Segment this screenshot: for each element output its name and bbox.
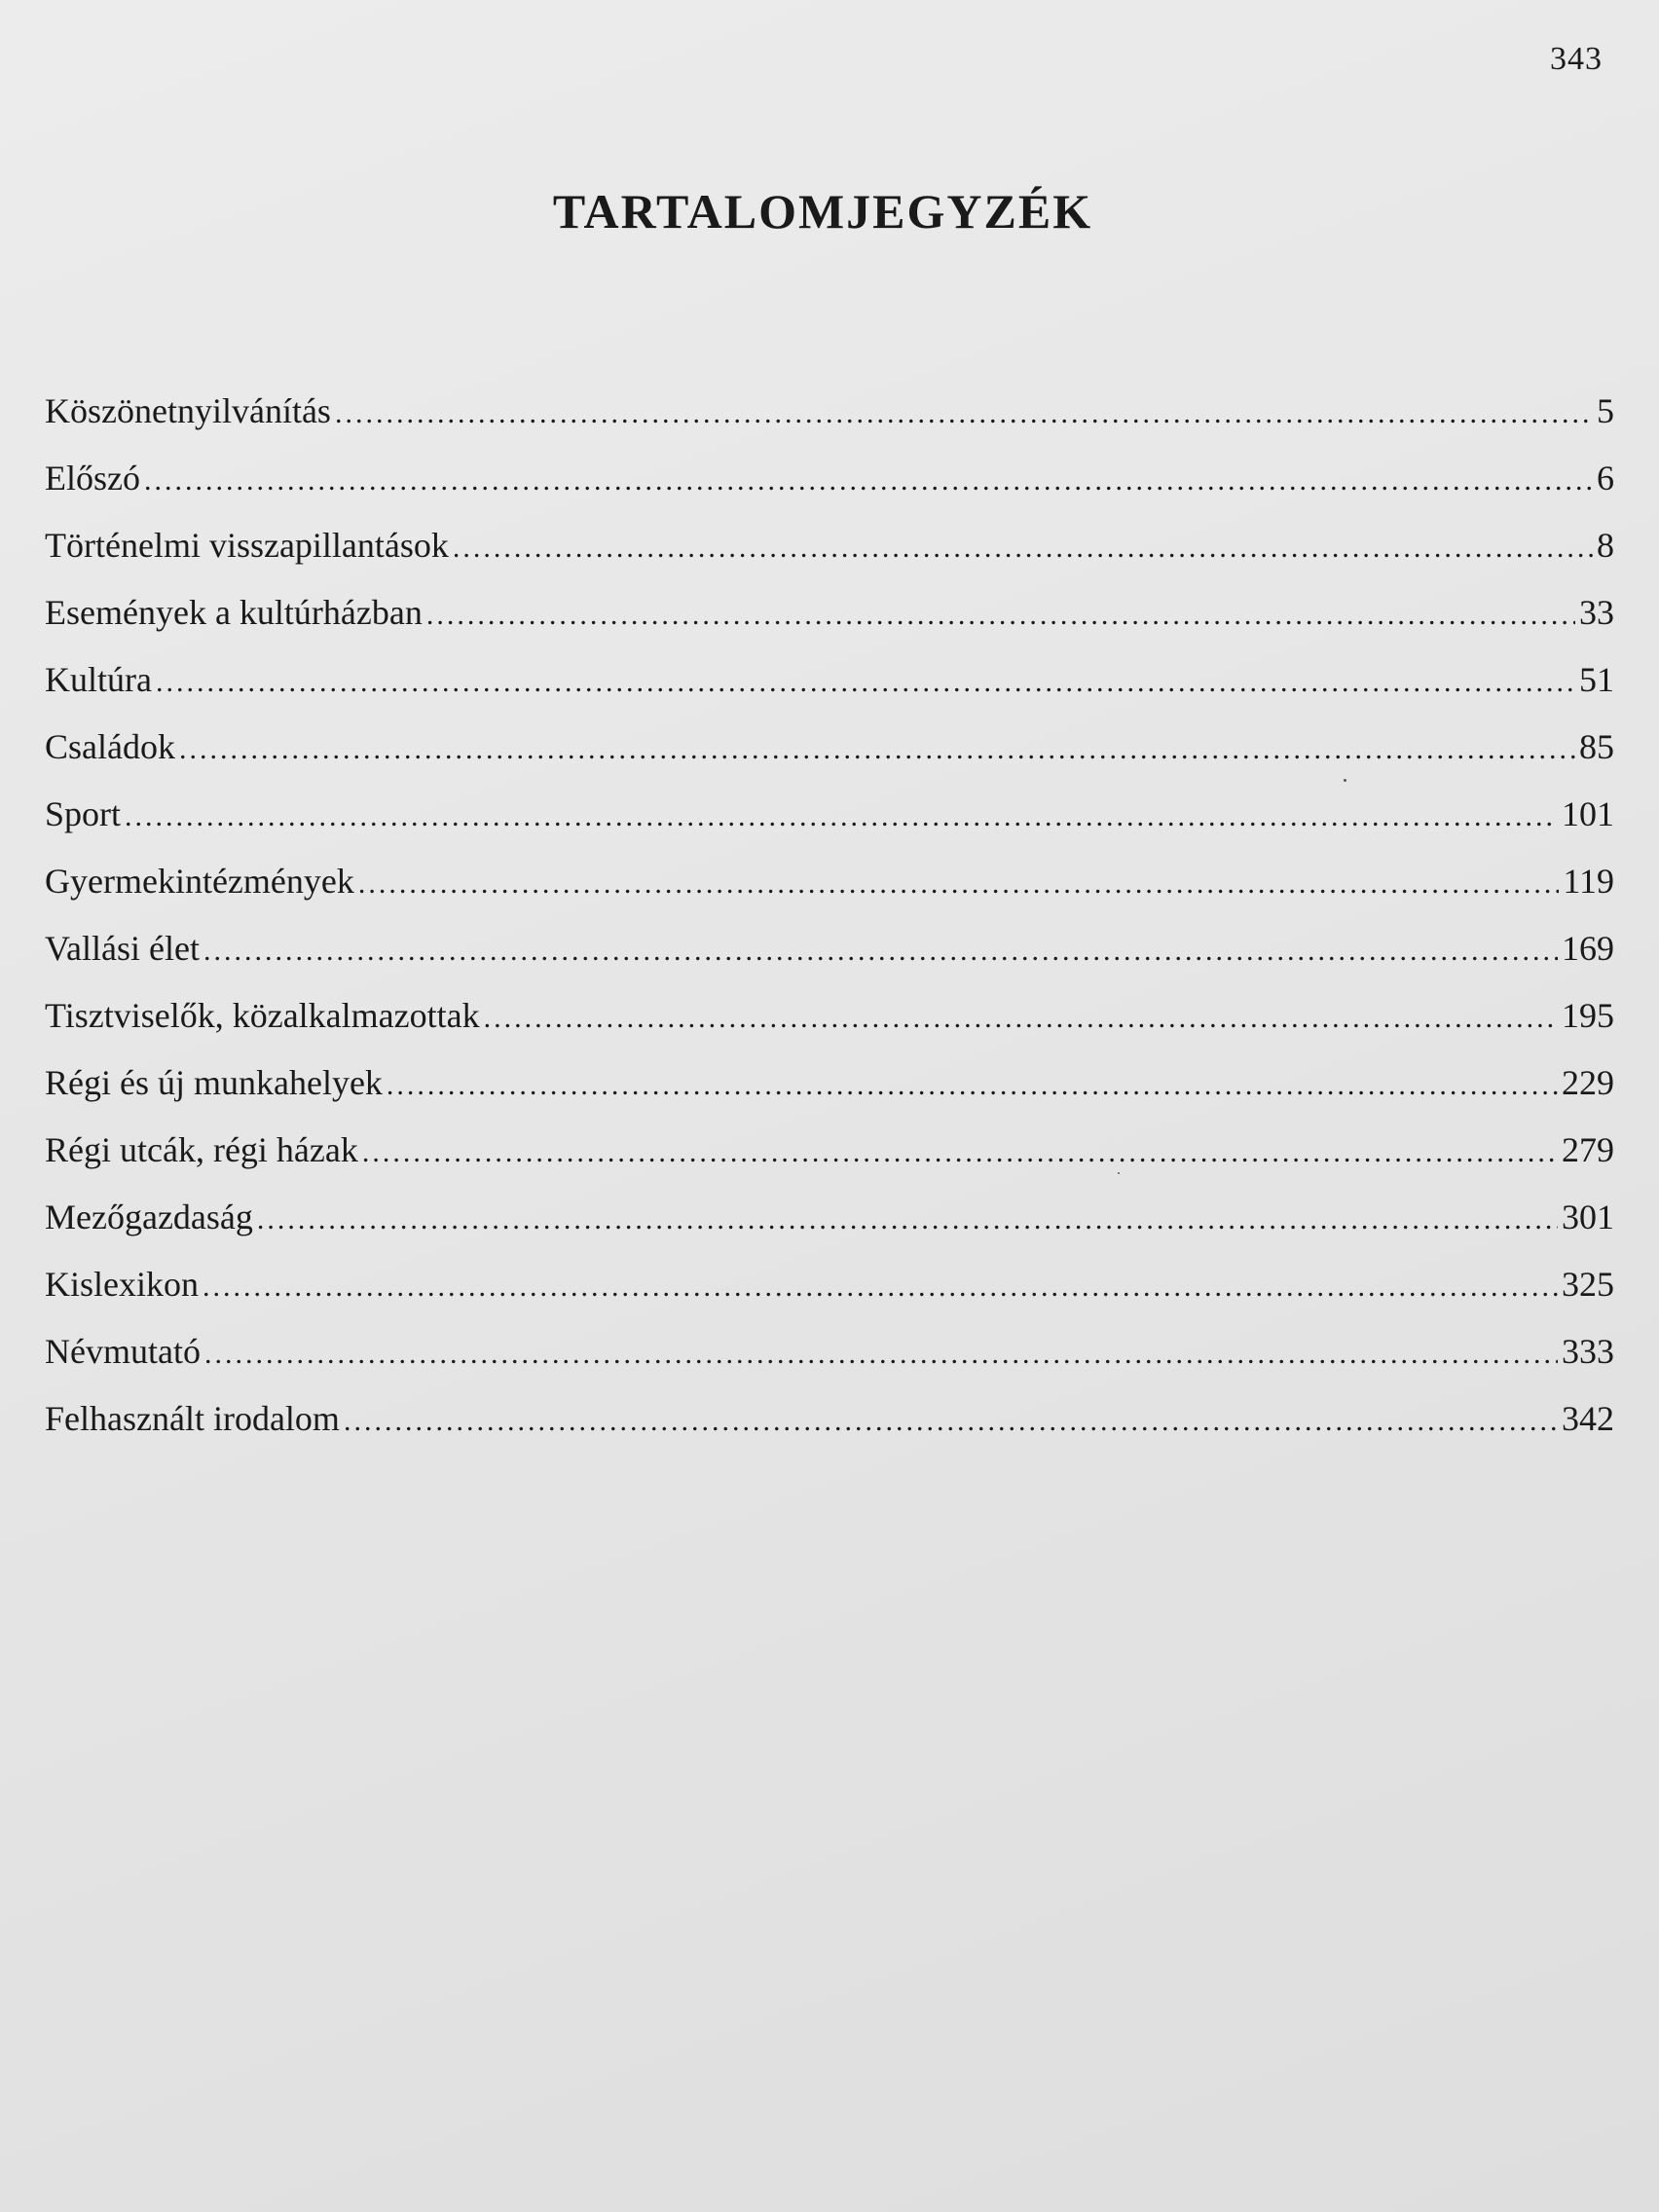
toc-entry: [45, 512, 1614, 579]
dot-leader: [484, 984, 1558, 1051]
dot-leader: [426, 581, 1575, 648]
toc-entry-label: Régi utcák, régi házak: [45, 1130, 358, 1169]
toc-entry-label: Névmutató: [45, 1332, 201, 1371]
toc-entry-page: 85: [1579, 727, 1614, 766]
toc-entry: [45, 1050, 1614, 1117]
toc-entry: [45, 1251, 1614, 1318]
dot-leader: [453, 514, 1593, 581]
toc-entry-page: 5: [1597, 391, 1614, 430]
toc-entry-label: Események a kultúrházban: [45, 593, 423, 632]
toc-entry-page: 33: [1579, 593, 1614, 632]
dot-leader: [179, 716, 1575, 783]
toc-entry: [45, 1385, 1614, 1453]
toc-entry: [45, 378, 1614, 445]
toc-entry-page: 51: [1579, 660, 1614, 699]
page-title: TARTALOMJEGYZÉK: [552, 184, 1093, 239]
toc-entry-page: 342: [1562, 1399, 1614, 1438]
toc-entry-page: 279: [1562, 1130, 1614, 1169]
toc-entry-label: Előszó: [45, 459, 140, 498]
toc-entry: [45, 445, 1614, 512]
toc-entry-page: 101: [1562, 794, 1614, 833]
dot-leader: [204, 1320, 1558, 1387]
toc-entry-label: Felhasznált irodalom: [45, 1399, 340, 1438]
toc-entry-label: Történelmi visszapillantások: [45, 526, 449, 565]
toc-entry-label: Gyermekintézmények: [45, 862, 354, 901]
toc-entry-page: 6: [1597, 459, 1614, 498]
toc-entry: [45, 646, 1614, 714]
toc-entry-page: 8: [1597, 526, 1614, 565]
dot-leader: [144, 447, 1593, 514]
dot-leader: [335, 380, 1593, 447]
toc-entry: [45, 1184, 1614, 1251]
table-of-contents: [45, 378, 1614, 1453]
toc-entry-page: 325: [1562, 1265, 1614, 1304]
dot-leader: [156, 648, 1575, 716]
dot-leader: [362, 1119, 1558, 1186]
toc-entry-label: Családok: [45, 727, 175, 766]
toc-entry: [45, 915, 1614, 982]
paper-speck: [1344, 779, 1346, 782]
toc-entry-label: Köszönetnyilvánítás: [45, 391, 331, 430]
toc-entry: [45, 714, 1614, 781]
toc-entry: [45, 579, 1614, 646]
dot-leader: [358, 850, 1559, 917]
page-number: 343: [1550, 41, 1603, 77]
toc-entry-page: 119: [1563, 862, 1614, 901]
dot-leader: [125, 783, 1558, 850]
dot-leader: [387, 1051, 1558, 1119]
toc-entry: [45, 781, 1614, 848]
toc-entry-label: Kultúra: [45, 660, 152, 699]
toc-entry: [45, 1318, 1614, 1385]
dot-leader: [257, 1186, 1558, 1253]
dot-leader: [203, 1253, 1558, 1320]
dot-leader: [203, 917, 1558, 984]
dot-leader: [344, 1387, 1558, 1455]
toc-entry-page: 229: [1562, 1063, 1614, 1102]
toc-entry-page: 301: [1562, 1198, 1614, 1236]
toc-entry-page: 333: [1562, 1332, 1614, 1371]
toc-entry-page: 195: [1562, 996, 1614, 1035]
toc-entry: [45, 848, 1614, 915]
toc-entry-label: Sport: [45, 794, 122, 833]
toc-entry-label: Vallási élet: [45, 929, 200, 968]
paper-speck: [1118, 1172, 1120, 1174]
toc-entry-label: Tisztviselők, közalkalmazottak: [45, 996, 480, 1035]
toc-entry-label: Kislexikon: [45, 1265, 199, 1304]
toc-entry-page: 169: [1562, 929, 1614, 968]
toc-entry: [45, 982, 1614, 1050]
toc-entry-label: Régi és új munkahelyek: [45, 1063, 383, 1102]
toc-entry: [45, 1117, 1614, 1184]
toc-entry-label: Mezőgazdaság: [45, 1198, 253, 1236]
